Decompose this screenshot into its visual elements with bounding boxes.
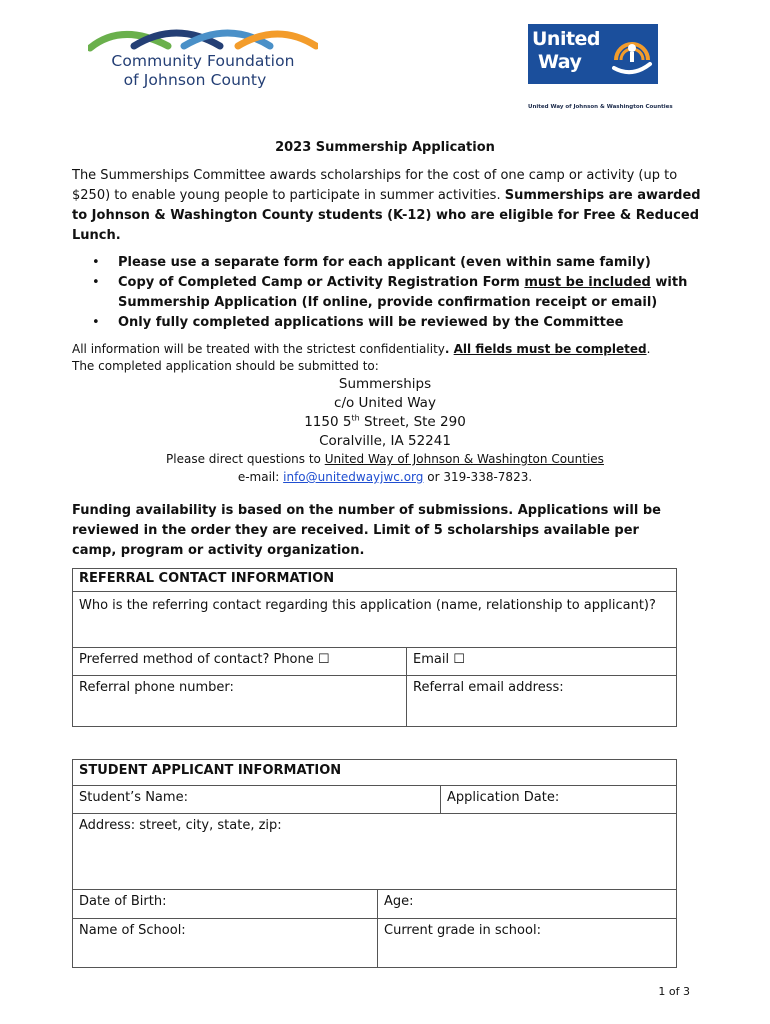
intro-eligibility-text: Summerships are awarded to Johnson & Washington County students (K-12) who are eligible for Free & Reduced Lunch. bbox=[72, 188, 701, 243]
confidentiality-notice: All information will be treated with the strictest confidentiality. All fields must be completed. The completed application should be submitted to: bbox=[72, 342, 651, 373]
address-line-3: 1150 5th Street, Ste 290 bbox=[304, 413, 466, 430]
cf-logo-line1: Community Foundation bbox=[111, 52, 295, 70]
preferred-contact-email-checkbox[interactable]: Email ☐ bbox=[413, 652, 465, 667]
email-link[interactable]: info@unitedwayjwc.org bbox=[283, 470, 424, 484]
page-title: 2023 Summership Application bbox=[275, 140, 495, 155]
list-item bbox=[72, 313, 692, 333]
submit-instructions: The completed application should be submitted to: bbox=[72, 359, 379, 373]
student-header: STUDENT APPLICANT INFORMATION bbox=[79, 763, 342, 778]
uw-logo-caption: United Way of Johnson & Washington Counties bbox=[528, 104, 673, 110]
instruction-must-include: must be included bbox=[524, 275, 651, 290]
date-of-birth-field[interactable]: Date of Birth: bbox=[79, 894, 167, 909]
student-name-field[interactable]: Student’s Name: bbox=[79, 790, 188, 805]
funding-notice: Funding availability is based on the number of submissions. Applications will be reviewed in the order they are received. Limit of 5 scholarships available per camp, program or activity organization. bbox=[72, 503, 661, 558]
referral-phone-field[interactable]: Referral phone number: bbox=[79, 680, 234, 695]
list-item bbox=[72, 253, 692, 273]
school-name-field[interactable]: Name of School: bbox=[79, 923, 186, 938]
referring-contact-field[interactable]: Who is the referring contact regarding this application (name, relationship to applicant)? bbox=[79, 598, 656, 613]
united-way-badge bbox=[528, 24, 658, 84]
address-line-1: Summerships bbox=[338, 376, 432, 392]
intro-text: The Summerships Committee awards scholarships for the cost of one camp or activity (up to $250) to enable young people to participate in summer activities. bbox=[72, 168, 678, 203]
referral-email-field[interactable]: Referral email address: bbox=[413, 680, 564, 695]
address-field[interactable]: Address: street, city, state, zip: bbox=[79, 818, 282, 833]
community-foundation-logo bbox=[88, 24, 318, 99]
instructions-list bbox=[72, 253, 692, 333]
intro-paragraph bbox=[72, 166, 702, 246]
confidentiality-text: All information will be treated with the strictest confidentiality bbox=[72, 342, 445, 356]
age-field[interactable]: Age: bbox=[384, 894, 414, 909]
instruction-copy-form: Copy of Completed Camp or Activity Registration Form bbox=[118, 275, 520, 290]
page-number: 1 of 3 bbox=[658, 985, 690, 998]
questions-line: Please direct questions to United Way of Johnson & Washington Counties bbox=[166, 452, 604, 466]
bridge-arcs-icon bbox=[88, 24, 318, 52]
uw-logo-line2: Way bbox=[538, 51, 582, 73]
instruction-separate-form: Please use a separate form for each applicant (even within same family) bbox=[118, 255, 651, 270]
address-line-4: Coralville, IA 52241 bbox=[319, 433, 451, 449]
referral-header: REFERRAL CONTACT INFORMATION bbox=[79, 571, 335, 586]
list-item bbox=[72, 273, 692, 313]
uw-logo-line1: United bbox=[532, 28, 601, 50]
grade-field[interactable]: Current grade in school: bbox=[384, 923, 541, 938]
instruction-copy-form-rest: with Summership Application (If online, provide confirmation receipt or email) bbox=[118, 275, 688, 310]
united-way-logo bbox=[528, 24, 673, 110]
preferred-contact-phone-checkbox[interactable]: Preferred method of contact? Phone ☐ bbox=[79, 652, 330, 667]
all-fields-required-text: All fields must be completed bbox=[453, 342, 647, 356]
helping-hand-icon bbox=[610, 30, 654, 78]
contact-line: e-mail: info@unitedwayjwc.org or 319-338-7823. bbox=[237, 470, 533, 484]
instruction-complete-only: Only fully completed applications will be reviewed by the Committee bbox=[118, 315, 624, 330]
cf-logo-line2: of Johnson County bbox=[123, 71, 267, 89]
address-line-2: c/o United Way bbox=[334, 395, 436, 411]
united-way-org-link[interactable]: United Way of Johnson & Washington Counties bbox=[324, 452, 604, 466]
application-date-field[interactable]: Application Date: bbox=[447, 790, 560, 805]
